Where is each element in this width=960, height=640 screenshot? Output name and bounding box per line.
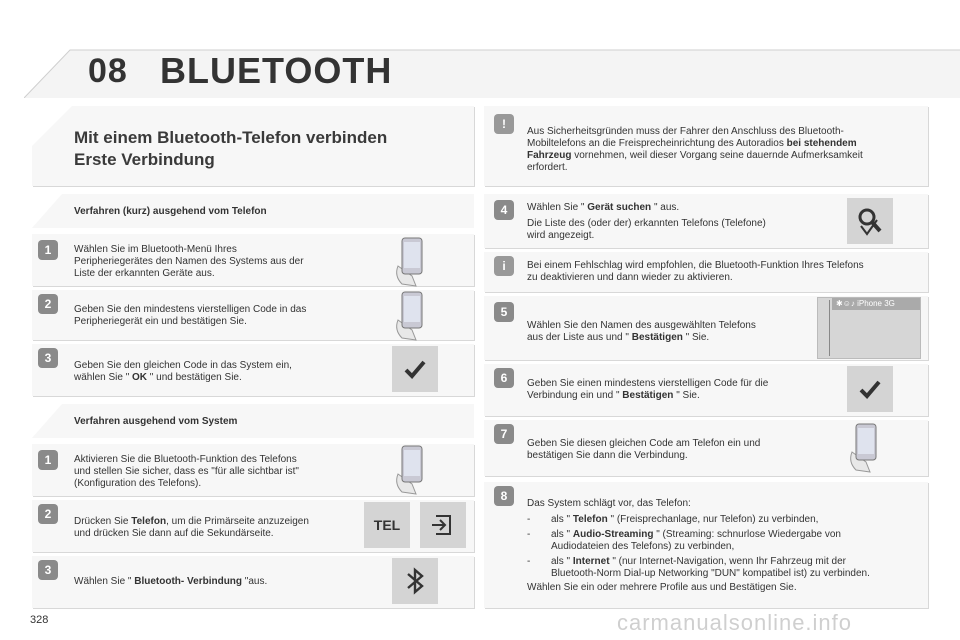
step-badge: 3 — [38, 560, 58, 580]
warning-icon: ! — [494, 114, 514, 134]
left1-step2-text: Geben Sie den mindestens vierstelligen Code in das Peripheriegerät ein und bestätigen Sie. — [74, 304, 307, 327]
right-step8-bullet3: als " Internet " (nur Internet-Navigation, wenn Ihr Fahrzeug mit der Bluetooth-Norm Dial-up Networking "DUN" kompatibel ist) zu verbinden. — [551, 556, 870, 579]
bullet-dash: - — [527, 529, 531, 540]
right-info-text: Bei einem Fehlschlag wird empfohlen, die Bluetooth-Funktion Ihres Telefons zu deaktivieren und dann wieder zu aktivieren. — [527, 260, 864, 283]
intro-title: Mit einem Bluetooth-Telefon verbinden — [74, 128, 388, 147]
chapter-number: 08 — [88, 52, 128, 90]
confirm-checkmark-icon — [847, 366, 893, 412]
left2-step3-text: Wählen Sie " Bluetooth- Verbindung "aus. — [74, 576, 268, 587]
device-search-icon — [847, 198, 893, 244]
right-step6-text: Geben Sie einen mindestens vierstelligen Code für die Verbindung ein und " Bestätigen " Sie. — [527, 378, 769, 401]
scroll-rail — [820, 300, 830, 356]
right-step8-bullet2: als " Audio-Streaming " (Streaming: schnurlose Wiedergabe von Audiodateien des Telefons) zu verbinden, — [551, 529, 841, 552]
step-badge: 7 — [494, 424, 514, 444]
device-list-screen — [817, 297, 921, 359]
bluetooth-icon — [392, 558, 438, 604]
page-number: 328 — [30, 614, 49, 626]
right-step7-text: Geben Sie diesen gleichen Code am Telefon ein und bestätigen Sie dann die Verbindung. — [527, 438, 761, 461]
step-badge: 3 — [38, 348, 58, 368]
phone-icon — [392, 444, 428, 496]
left1-heading: Verfahren (kurz) ausgehend vom Telefon — [74, 206, 267, 217]
chapter-title: BLUETOOTH — [160, 50, 393, 91]
phone-icon — [392, 290, 428, 342]
watermark: carmanualsonline.info — [617, 610, 853, 635]
step-badge: 2 — [38, 504, 58, 524]
confirm-checkmark-icon — [392, 346, 438, 392]
step-badge: 1 — [38, 240, 58, 260]
step-badge: 4 — [494, 200, 514, 220]
right-step8-outro: Wählen Sie ein oder mehrere Profile aus und Bestätigen Sie. — [527, 582, 797, 593]
step-badge: 5 — [494, 302, 514, 322]
selected-device-row: ✱☺♪ iPhone 3G — [832, 298, 920, 310]
left1-step1-text: Wählen Sie im Bluetooth-Menü Ihres Peripheriegerätes den Namen des Systems aus der Liste der erkannten Geräte aus. — [74, 244, 304, 279]
right-step8-intro: Das System schlägt vor, das Telefon: — [527, 498, 691, 509]
left1-step3-text: Geben Sie den gleichen Code in das System ein, wählen Sie " OK " und bestätigen Sie. — [74, 360, 292, 383]
tel-button: TEL — [364, 502, 410, 548]
step-badge: 2 — [38, 294, 58, 314]
phone-icon — [846, 422, 882, 474]
warning-text: Aus Sicherheitsgründen muss der Fahrer den Anschluss des Bluetooth- Mobiltelefons an die Freisprecheinrichtung des Autoradios bei stehendem Fahrzeug vornehmen, weil dieser Vorgang seine dauernde Aufmerksamkeit erfordert. — [527, 126, 863, 173]
intro-subtitle: Erste Verbindung — [74, 150, 215, 169]
right-step4-text: Wählen Sie " Gerät suchen " aus. Die Liste des (oder der) erkannten Telefons (Telefone) wird angezeigt. — [527, 202, 766, 241]
left2-heading-corner — [32, 404, 62, 438]
left2-step1-text: Aktivieren Sie die Bluetooth-Funktion des Telefons und stellen Sie sicher, dass es "für alle sichtbar ist" (Konfiguration des Telefons). — [74, 454, 299, 489]
phone-icon — [392, 236, 428, 288]
info-icon: i — [494, 256, 514, 276]
left2-step2-text: Drücken Sie Telefon, um die Primärseite anzuzeigen und drücken Sie dann auf die Sekundärseite. — [74, 516, 309, 539]
intro-panel-corner — [32, 106, 72, 146]
left2-heading: Verfahren ausgehend vom System — [74, 416, 238, 427]
bullet-dash: - — [527, 514, 531, 525]
right-step8-bullet1: als " Telefon " (Freisprechanlage, nur Telefon) zu verbinden, — [551, 514, 819, 525]
step-badge: 6 — [494, 368, 514, 388]
bullet-dash: - — [527, 556, 531, 567]
step-badge: 8 — [494, 486, 514, 506]
right-step5-text: Wählen Sie den Namen des ausgewählten Telefons aus der Liste aus und " Bestätigen " Sie. — [527, 320, 756, 343]
secondary-page-icon — [420, 502, 466, 548]
bluetooth-status-icon: ✱☺♪ — [836, 299, 858, 308]
step-badge: 1 — [38, 450, 58, 470]
left1-heading-corner — [32, 194, 62, 228]
